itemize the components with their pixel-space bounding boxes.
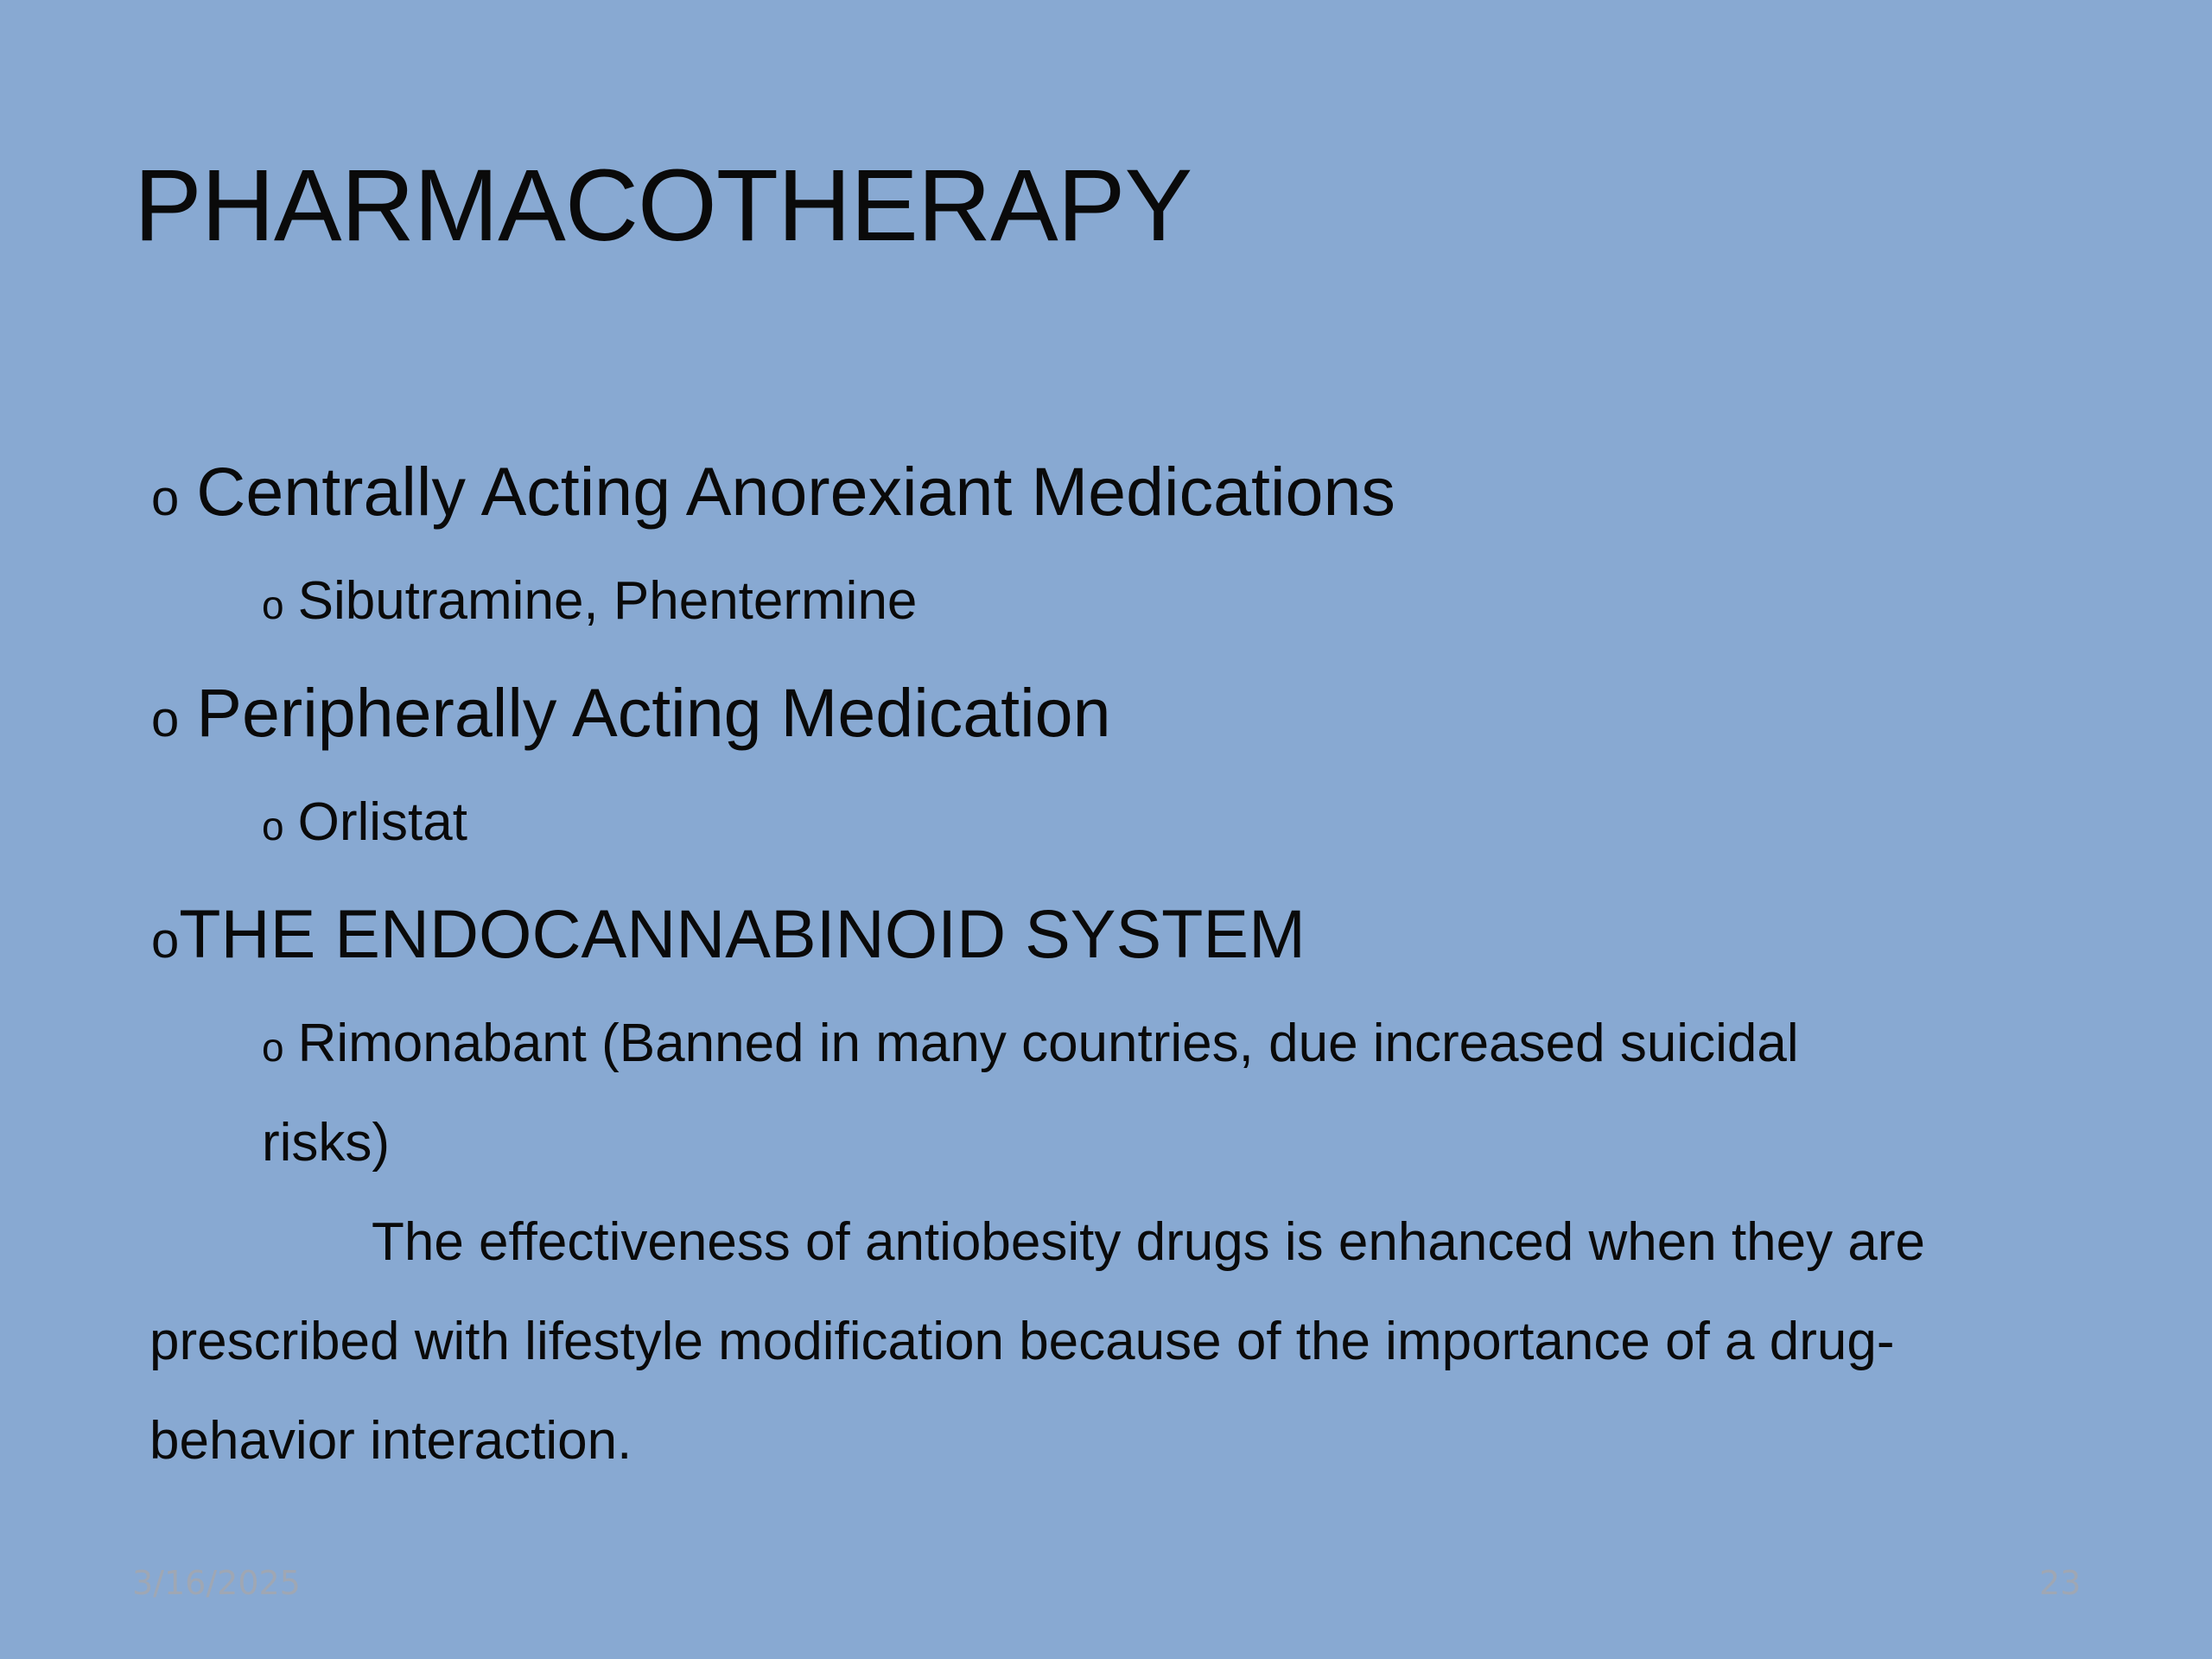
- bullet-marker: o: [262, 804, 284, 849]
- sub-bullet-continuation: risks): [262, 1113, 391, 1173]
- footer-date: 3/16/2025: [132, 1564, 301, 1602]
- sub-bullet-text: Orlistat: [297, 792, 467, 852]
- bullet-item-endocannabinoid: [151, 895, 1306, 980]
- paragraph-line-3: behavior interaction.: [149, 1411, 632, 1471]
- sub-bullet-item-rimonabant: [262, 1011, 1799, 1080]
- paragraph-line-2: prescribed with lifestyle modification because of the importance of a drug-: [149, 1312, 1895, 1371]
- bullet-marker: o: [151, 691, 180, 747]
- bullet-text: Centrally Acting Anorexiant Medications: [196, 453, 1395, 530]
- sub-bullet-text: Sibutramine, Phentermine: [297, 571, 918, 631]
- bullet-marker: o: [151, 912, 180, 969]
- footer-page-number: 23: [2039, 1564, 2082, 1602]
- slide-title: PHARMACOTHERAPY: [134, 149, 1192, 263]
- bullet-marker: o: [151, 470, 180, 526]
- bullet-text: THE ENDOCANNABINOID SYSTEM: [179, 895, 1306, 972]
- bullet-item-centrally-acting: [151, 453, 1395, 537]
- bullet-marker: o: [262, 582, 284, 627]
- bullet-item-peripherally-acting: [151, 674, 1111, 759]
- sub-bullet-item-orlistat: [262, 790, 467, 859]
- sub-bullet-text: Rimonabant (Banned in many countries, due increased suicidal: [297, 1014, 1799, 1073]
- bullet-marker: o: [262, 1025, 284, 1070]
- paragraph-line-1: The effectiveness of antiobesity drugs is enhanced when they are: [372, 1212, 1925, 1272]
- bullet-text: Peripherally Acting Medication: [196, 674, 1111, 751]
- sub-bullet-item-sibutramine: [262, 569, 917, 638]
